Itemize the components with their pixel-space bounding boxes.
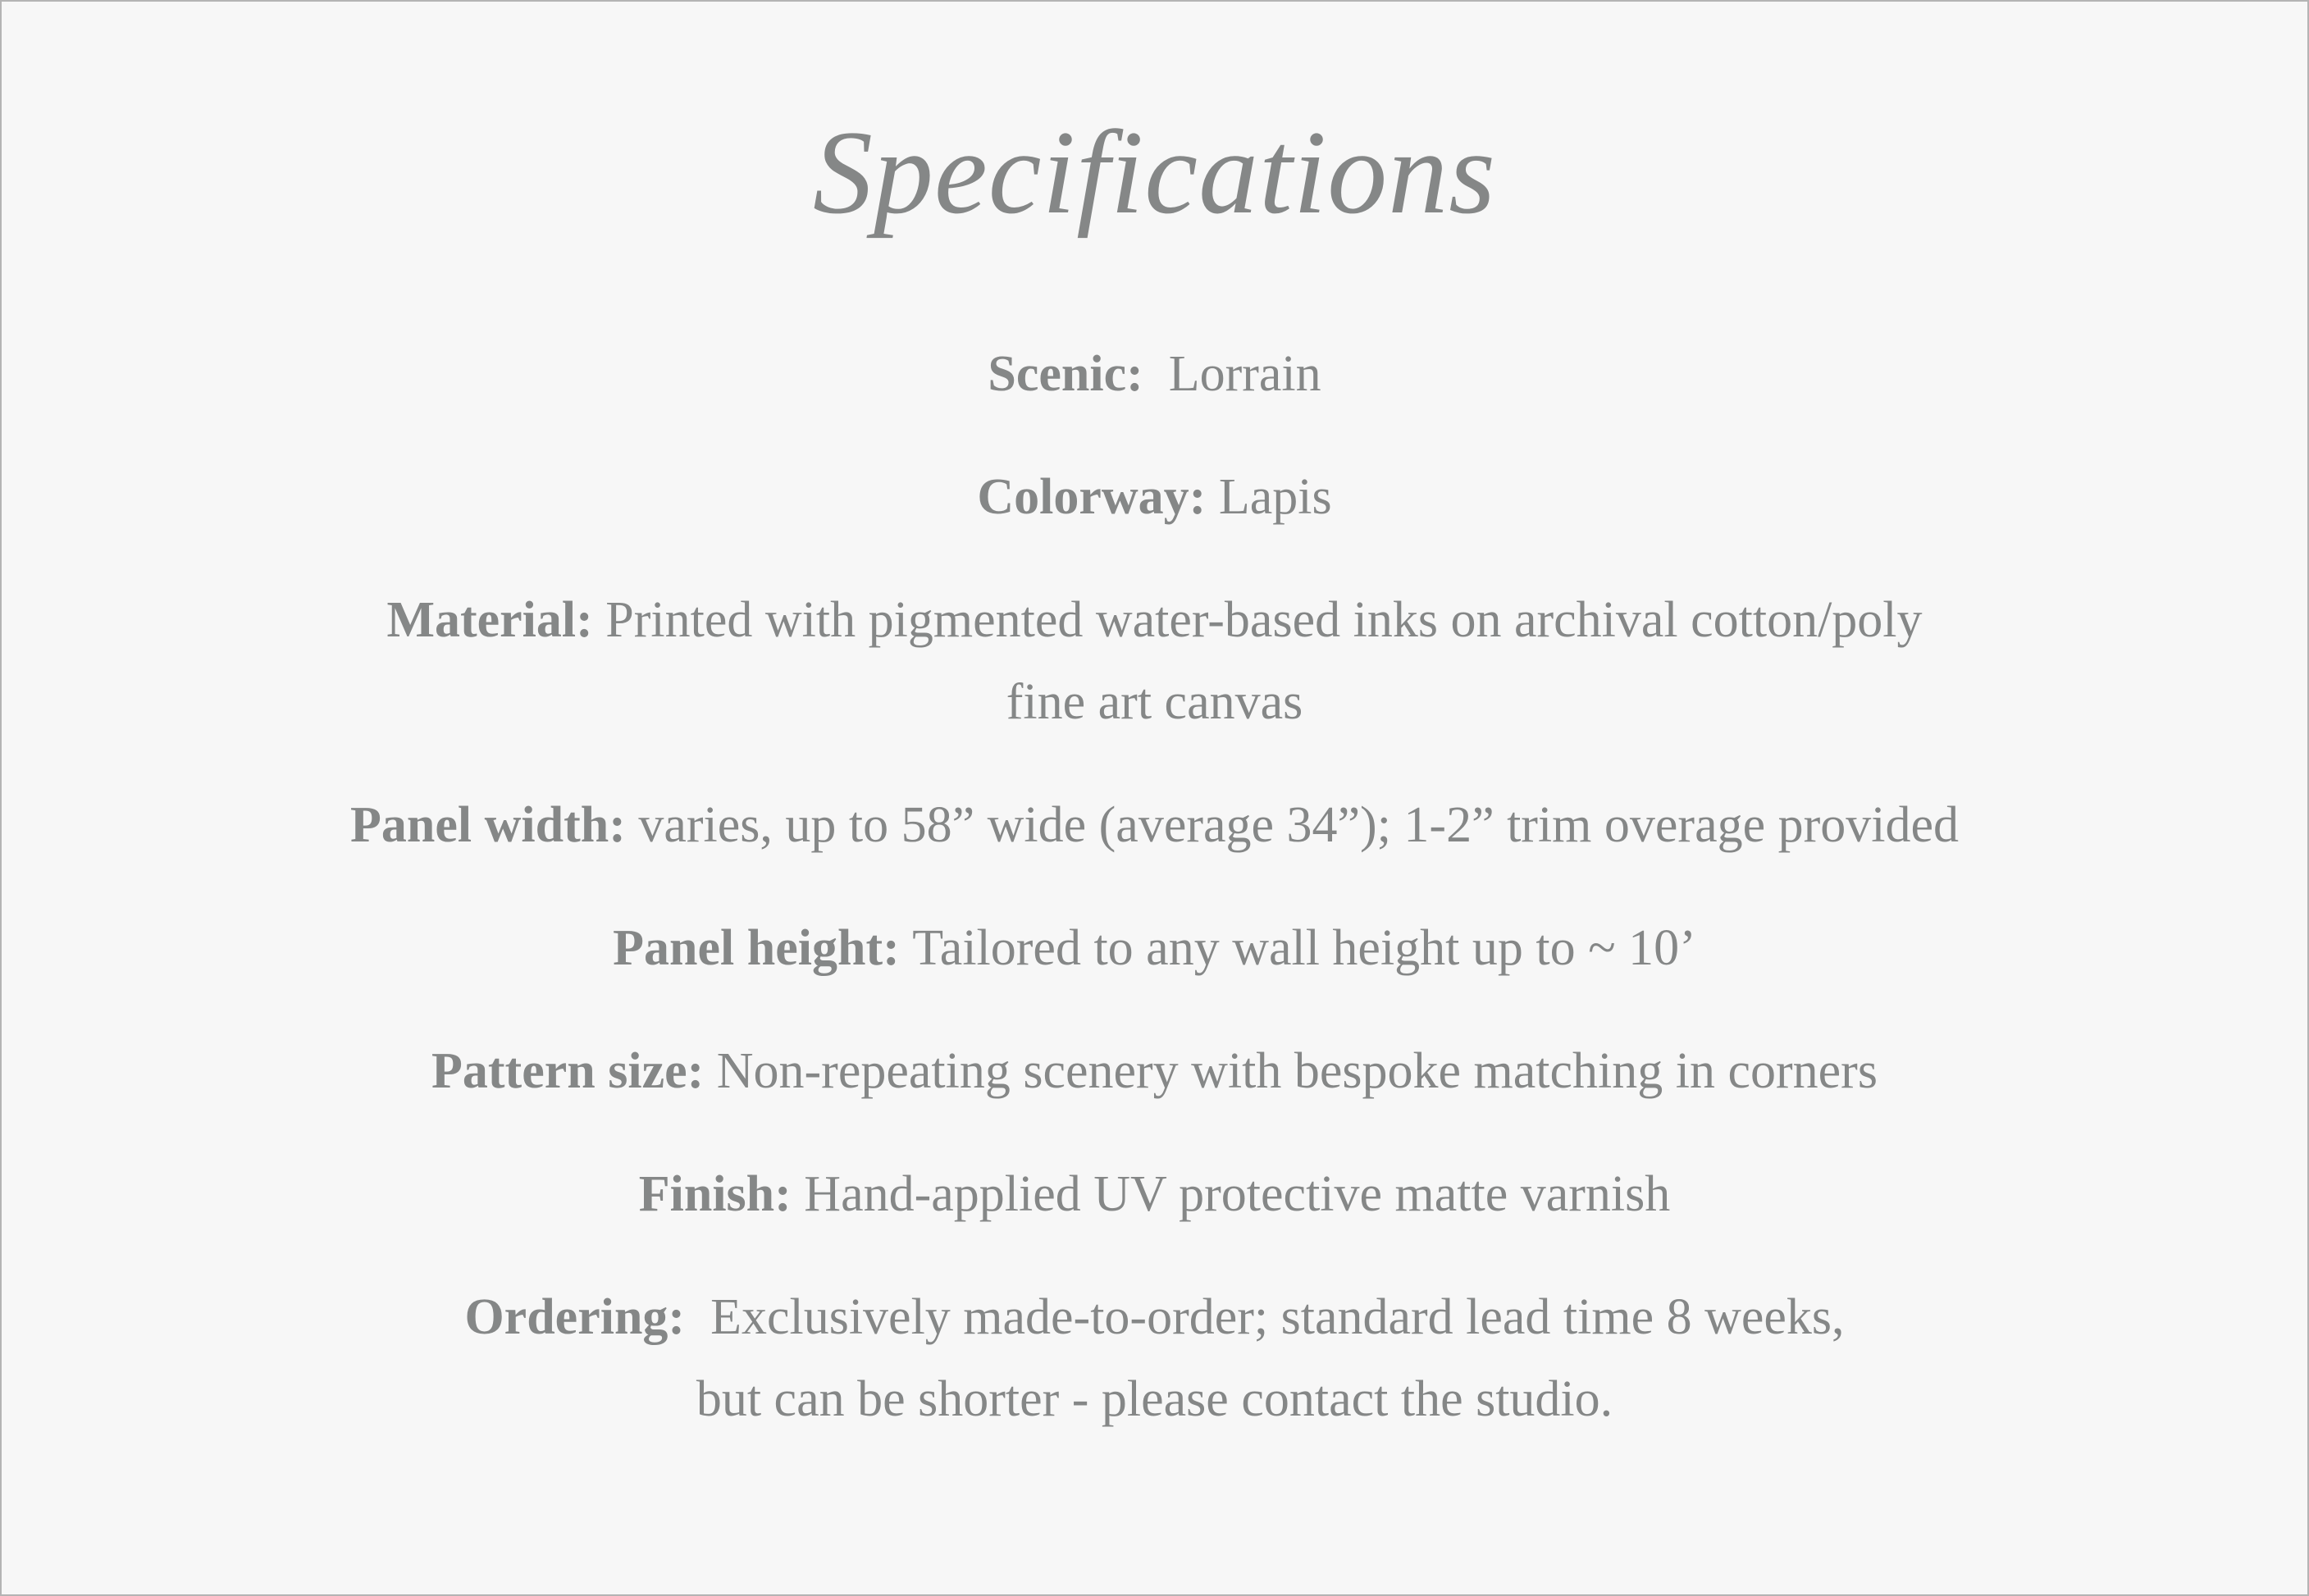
spec-scenic-label: Scenic: [988, 346, 1143, 402]
spec-ordering-label: Ordering: [464, 1289, 686, 1345]
spec-material-value: Printed with pigmented water-based inks on archival cotton/poly [605, 592, 1923, 648]
spec-pattern-size-label: Pattern size: [431, 1043, 705, 1099]
spec-panel-height [2, 907, 2307, 989]
spec-panel-height-value: Tailored to any wall height up to ~ 10’ [912, 920, 1696, 976]
spec-scenic [2, 333, 2307, 415]
spec-ordering [2, 1276, 2307, 1440]
spec-ordering-value-line2: but can be shorter - please contact the studio. [696, 1371, 1613, 1427]
spec-finish-label: Finish: [638, 1166, 792, 1222]
spec-material-value-line2: fine art canvas [1006, 674, 1303, 730]
spec-pattern-size [2, 1030, 2307, 1112]
spec-colorway [2, 456, 2307, 538]
spec-finish-value: Hand-applied UV protective matte varnish [804, 1166, 1671, 1222]
page-title: Specifications [812, 106, 1497, 239]
spec-panel-width [2, 784, 2307, 866]
spec-colorway-value: Lapis [1218, 469, 1332, 525]
spec-panel-height-label: Panel height: [613, 920, 900, 976]
spec-panel-width-label: Panel width: [350, 797, 626, 853]
spec-finish [2, 1153, 2307, 1235]
spec-pattern-size-value: Non-repeating scenery with bespoke matching in corners [716, 1043, 1878, 1099]
spec-material [2, 579, 2307, 743]
spec-scenic-value: Lorrain [1168, 346, 1321, 402]
spec-material-label: Material: [386, 592, 593, 648]
spec-colorway-label: Colorway: [977, 469, 1207, 525]
spec-panel-width-value: varies, up to 58” wide (average 34”); 1-2” trim overage provided [638, 797, 1959, 853]
spec-ordering-value: Exclusively made-to-order; standard lead time 8 weeks, [710, 1289, 1845, 1345]
